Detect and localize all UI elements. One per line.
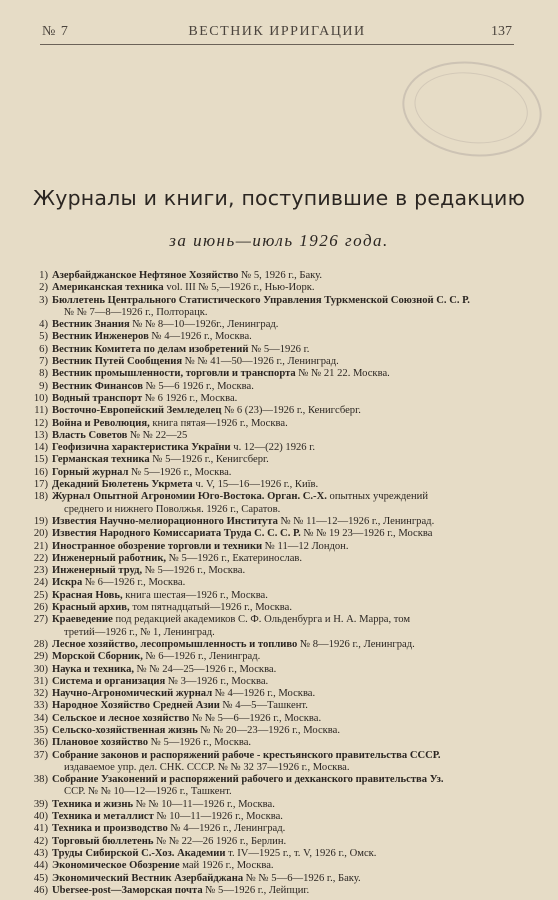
item-text	[52, 885, 536, 897]
item-details: № 10—11—1926 г., Москва.	[153, 811, 283, 823]
item-details: № 8—1926 г., Ленинград.	[297, 638, 415, 650]
list-item	[0, 368, 558, 380]
item-details: № № 19 23—1926 г., Москва	[300, 528, 433, 540]
item-number: 14)	[33, 442, 48, 454]
item-text	[52, 430, 536, 442]
item-title: Красная Новь,	[52, 589, 123, 601]
list-item	[0, 774, 558, 786]
item-details: № № 20—23—1926 г., Москва.	[197, 724, 341, 736]
item-title: Декадний Бюлетень Укрмета	[52, 479, 193, 491]
item-details: № 6—1926 г., Ленинград.	[142, 651, 261, 663]
item-details: книга пятая—1926 г., Москва.	[149, 417, 288, 429]
item-number: 31)	[33, 675, 48, 687]
item-text	[52, 553, 536, 565]
page-number: 137	[491, 24, 512, 39]
item-number: 36)	[33, 737, 48, 749]
item-text	[52, 467, 536, 479]
item-number: 11)	[34, 405, 48, 417]
list-item	[0, 639, 558, 651]
list-item	[0, 541, 558, 553]
item-title: Вестник промышленности, торговли и транспорта	[52, 368, 296, 380]
list-item	[0, 688, 558, 700]
item-number: 10)	[33, 392, 48, 404]
item-details: № № 22—25	[127, 429, 188, 441]
item-number: 39)	[33, 798, 48, 810]
item-title: Инженерный работник,	[52, 552, 167, 564]
list-item	[0, 553, 558, 565]
item-text	[52, 602, 536, 614]
item-title: Искра	[52, 577, 83, 589]
journal-name: ВЕСТНИК ИРРИГАЦИИ	[188, 24, 366, 39]
item-number: 42)	[33, 835, 48, 847]
list-item	[0, 528, 558, 540]
item-details: № 4—1926 г., Москва.	[212, 688, 316, 700]
list-item-continuation	[0, 307, 558, 319]
item-text	[52, 688, 536, 700]
item-title: Вестник Финансов	[52, 380, 143, 392]
item-number: 9)	[39, 380, 48, 392]
list-item	[0, 319, 558, 331]
item-details: № 5, 1926 г., Баку.	[238, 270, 323, 281]
list-item	[0, 356, 558, 368]
item-number: 7)	[39, 356, 48, 368]
item-title: Известия Народного Комиссариата Труда С. С. С. Р.	[52, 528, 301, 540]
list-item	[0, 430, 558, 442]
library-stamp-inner-ring	[410, 65, 533, 150]
item-text	[52, 848, 536, 860]
item-title: Собрание законов и распоряжений рабоче - крестьянского правительства СССР.	[52, 749, 441, 761]
list-item	[0, 295, 558, 307]
item-details: № 5—1926 г., Екатеринослав.	[166, 552, 303, 564]
item-text	[52, 516, 536, 528]
item-number: 43)	[33, 847, 48, 859]
item-text	[52, 860, 536, 872]
item-number: 17)	[33, 479, 48, 491]
item-details: № № 5—6—1926 г., Баку.	[243, 872, 361, 884]
item-details: № 4—5—Ташкент.	[219, 700, 308, 712]
list-item	[0, 418, 558, 430]
list-item	[0, 467, 558, 479]
library-stamp-icon	[396, 53, 548, 166]
item-number: 27)	[33, 614, 48, 626]
item-title: Ubersee-post—Заморская почта	[52, 884, 203, 896]
page-title: Журналы и книги, поступившие в редакцию	[32, 186, 526, 210]
item-number: 1)	[39, 270, 48, 281]
received-items-list	[0, 270, 558, 897]
item-title: Труды Сибирской С.-Хоз. Академии	[52, 847, 226, 859]
item-number: 15)	[33, 454, 48, 466]
item-title: Техника и жизнь	[52, 798, 134, 810]
item-text	[52, 479, 536, 491]
item-details: № № 10—11—1926 г., Москва.	[133, 798, 275, 810]
item-details: № 5—1926 г., Москва.	[148, 737, 252, 749]
item-number: 41)	[33, 823, 48, 835]
item-title: Известия Научно-мелиорационного Института	[52, 515, 278, 527]
list-item	[0, 393, 558, 405]
item-text	[52, 282, 536, 294]
item-text	[52, 319, 536, 331]
list-item	[0, 799, 558, 811]
item-text	[52, 356, 536, 368]
page-subtitle: за июнь—июль 1926 года.	[169, 231, 389, 250]
list-item	[0, 405, 558, 417]
item-number: 19)	[33, 515, 48, 527]
list-item	[0, 873, 558, 885]
list-item	[0, 270, 558, 282]
item-details: № 11—12 Лондон.	[262, 540, 349, 552]
item-details: № 5—1926 г.	[248, 343, 310, 355]
item-text	[52, 713, 536, 725]
item-title: Наука и техника,	[52, 663, 135, 675]
list-item	[0, 442, 558, 454]
running-header	[40, 22, 514, 45]
list-item	[0, 676, 558, 688]
item-text	[52, 639, 536, 651]
item-text	[52, 799, 536, 811]
item-details: № № 22—26 1926 г., Берлин.	[153, 835, 287, 847]
item-details: № 6 1926 г., Москва.	[142, 392, 238, 404]
item-text	[52, 381, 536, 393]
item-details: том пятнадцатый—1926 г., Москва.	[129, 602, 293, 614]
item-number: 2)	[39, 282, 48, 294]
list-item-continuation	[0, 762, 558, 774]
list-item	[0, 565, 558, 577]
item-text	[52, 344, 536, 356]
item-number: 26)	[33, 602, 48, 614]
item-number: 33)	[33, 700, 48, 712]
item-text	[52, 614, 536, 626]
item-number: 16)	[33, 466, 48, 478]
issue-number: № 7	[42, 24, 69, 39]
item-text	[52, 368, 536, 380]
item-text	[52, 295, 536, 307]
item-title: Водный транспорт	[52, 392, 143, 404]
list-item	[0, 651, 558, 663]
item-text	[52, 700, 536, 712]
item-title: Вестник Путей Сообщения	[52, 356, 183, 368]
item-title: Сельско-хозяйственная жизнь	[52, 724, 198, 736]
item-title: Красный архив,	[52, 602, 130, 614]
item-number: 4)	[39, 319, 48, 331]
list-item	[0, 344, 558, 356]
list-item	[0, 713, 558, 725]
list-item	[0, 725, 558, 737]
list-item	[0, 848, 558, 860]
item-details: № 5—1926 г., Москва.	[128, 466, 232, 478]
item-number: 21)	[33, 540, 48, 552]
item-title: Техника и металлист	[52, 811, 154, 823]
list-item	[0, 381, 558, 393]
item-number: 5)	[39, 331, 48, 343]
item-number: 32)	[33, 688, 48, 700]
item-details: № 5—1926 г., Кенигсберг.	[149, 454, 269, 466]
list-item	[0, 664, 558, 676]
item-text	[52, 270, 536, 282]
item-title: Американская техника	[52, 282, 164, 294]
item-text	[52, 676, 536, 688]
item-number: 22)	[33, 552, 48, 564]
item-title: Морской Сборник,	[52, 651, 143, 663]
item-text	[52, 590, 536, 602]
item-details: № № 24—25—1926 г., Москва.	[134, 663, 277, 675]
item-title: Горный журнал	[52, 466, 129, 478]
item-details: ч. V, 15—16—1926 г., Київ.	[192, 479, 319, 491]
item-text	[52, 651, 536, 663]
item-title: Система и организация	[52, 675, 166, 687]
item-details: опытных учреждений	[326, 491, 429, 503]
list-item	[0, 454, 558, 466]
list-item	[0, 823, 558, 835]
item-details: № 6—1926 г., Москва.	[82, 577, 186, 589]
item-title: Инженерный труд,	[52, 565, 143, 577]
item-title: Плановое хозяйство	[52, 737, 149, 749]
item-continuation-text: № № 7—8—1926 г., Полторацк.	[64, 306, 208, 318]
item-number: 6)	[39, 343, 48, 355]
item-number: 8)	[39, 368, 48, 380]
item-details: № № 21 22. Москва.	[295, 368, 390, 380]
item-title: Бюллетень Центрального Статистического Управления Туркменской Союзной С. С. Р.	[52, 294, 470, 306]
item-number: 45)	[33, 872, 48, 884]
list-item	[0, 614, 558, 626]
list-item-continuation	[0, 504, 558, 516]
item-title: Торговый бюллетень	[52, 835, 154, 847]
item-title: Научно-Агрономический журнал	[52, 688, 213, 700]
list-item-continuation	[0, 786, 558, 798]
item-title: Сельское и лесное хозяйство	[52, 712, 190, 724]
list-item	[0, 700, 558, 712]
item-title: Журнал Опытной Агрономии Юго-Востока. Орган. С.-Х.	[52, 491, 327, 503]
item-title: Экономическое Обозрение	[52, 860, 180, 872]
item-title: Собрание Узаконений и распоряжений рабочего и дехканского правительства Уз.	[52, 774, 444, 786]
item-title: Германская техника	[52, 454, 150, 466]
item-details: № 6 (23)—1926 г., Кенигсберг.	[221, 405, 361, 417]
item-details: книга шестая—1926 г., Москва.	[122, 589, 268, 601]
item-title: Народное Хозяйство Средней Азии	[52, 700, 220, 712]
list-item	[0, 860, 558, 872]
list-item	[0, 590, 558, 602]
list-item	[0, 479, 558, 491]
item-details: № 4—1926 г., Москва.	[148, 331, 252, 343]
item-details: № 5—6 1926 г., Москва.	[142, 380, 254, 392]
item-text	[52, 873, 536, 885]
item-text	[52, 737, 536, 749]
item-text	[52, 774, 536, 786]
item-title: Краеведение	[52, 614, 113, 626]
item-title: Техника и производство	[52, 823, 168, 835]
list-item	[0, 737, 558, 749]
item-title: Экономический Вестник Азербайджана	[52, 872, 244, 884]
item-title: Восточно-Европейский Земледелец	[52, 405, 222, 417]
item-text	[52, 725, 536, 737]
item-number: 20)	[33, 528, 48, 540]
list-item-continuation	[0, 627, 558, 639]
item-text	[52, 577, 536, 589]
item-number: 25)	[33, 589, 48, 601]
item-details: № № 8—10—1926г., Ленинград.	[129, 319, 279, 331]
item-number: 12)	[33, 417, 48, 429]
item-number: 13)	[33, 429, 48, 441]
item-number: 34)	[33, 712, 48, 724]
item-details: № 3—1926 г., Москва.	[165, 675, 269, 687]
item-number: 44)	[33, 860, 48, 872]
item-details: vol. III № 5,—1926 г., Нью-Иорк.	[163, 282, 315, 294]
item-number: 3)	[39, 294, 48, 306]
item-number: 40)	[33, 811, 48, 823]
item-text	[52, 393, 536, 405]
item-number: 28)	[33, 638, 48, 650]
item-number: 35)	[33, 724, 48, 736]
item-text	[52, 541, 536, 553]
item-details: т. IV—1925 г., т. V, 1926 г., Омск.	[225, 847, 377, 859]
item-continuation-text: издаваемое упр. дел. СНК. СССР. № № 32 37—1926 г., Москва.	[64, 761, 350, 773]
item-title: Война и Революция,	[52, 417, 150, 429]
item-details: № № 5—6—1926 г., Москва.	[189, 712, 322, 724]
item-title: Геофизична характеристика України	[52, 442, 231, 454]
item-text	[52, 811, 536, 823]
item-number: 30)	[33, 663, 48, 675]
item-details: № № 41—50—1926 г., Ленинград.	[182, 356, 339, 368]
item-text	[52, 331, 536, 343]
item-text	[52, 405, 536, 417]
list-item	[0, 750, 558, 762]
list-item	[0, 282, 558, 294]
list-item	[0, 577, 558, 589]
list-item	[0, 491, 558, 503]
item-number: 18)	[33, 491, 48, 503]
item-details: под редакцией академиков С. Ф. Ольденбурга и Н. А. Марра, том	[112, 614, 411, 626]
item-text	[52, 442, 536, 454]
item-title: Вестник Комитета по делам изобретений	[52, 343, 249, 355]
item-text	[52, 565, 536, 577]
item-details: № 4—1926 г., Ленинград.	[167, 823, 286, 835]
item-details: № 5—1926 г., Москва.	[142, 565, 246, 577]
item-title: Вестник Инженеров	[52, 331, 149, 343]
item-number: 38)	[33, 774, 48, 786]
item-text	[52, 528, 536, 540]
item-title: Лесное хозяйство, лесопромышленность и топливо	[52, 638, 298, 650]
item-number: 37)	[33, 749, 48, 761]
item-continuation-text: ССР. № № 10—12—1926 г., Ташкент.	[64, 786, 232, 798]
item-details: май 1926 г., Москва.	[179, 860, 274, 872]
item-text	[52, 491, 536, 503]
item-title: Вестник Знания	[52, 319, 130, 331]
item-number: 23)	[33, 565, 48, 577]
list-item	[0, 836, 558, 848]
item-text	[52, 823, 536, 835]
item-number: 46)	[33, 884, 48, 896]
item-number: 24)	[33, 577, 48, 589]
item-text	[52, 454, 536, 466]
item-title: Иностранное обозрение торговли и техники	[52, 540, 263, 552]
list-item	[0, 516, 558, 528]
list-item	[0, 602, 558, 614]
item-number: 29)	[33, 651, 48, 663]
item-details: № 5—1926 г., Лейпциг.	[202, 884, 310, 896]
item-details: ч. 12—(22) 1926 г.	[230, 442, 316, 454]
item-title: Власть Советов	[52, 429, 128, 441]
item-continuation-text: среднего и нижнего Поволжья. 1926 г., Саратов.	[64, 503, 281, 515]
item-text	[52, 418, 536, 430]
item-continuation-text: третий—1926 г., № 1, Ленинград.	[64, 626, 215, 638]
item-text	[52, 836, 536, 848]
item-text	[52, 664, 536, 676]
list-item	[0, 331, 558, 343]
item-title: Азербайджанское Нефтяное Хозяйство	[52, 270, 239, 281]
list-item	[0, 811, 558, 823]
item-text	[52, 750, 536, 762]
item-details: № № 11—12—1926 г., Ленинград.	[277, 515, 435, 527]
list-item	[0, 885, 558, 897]
